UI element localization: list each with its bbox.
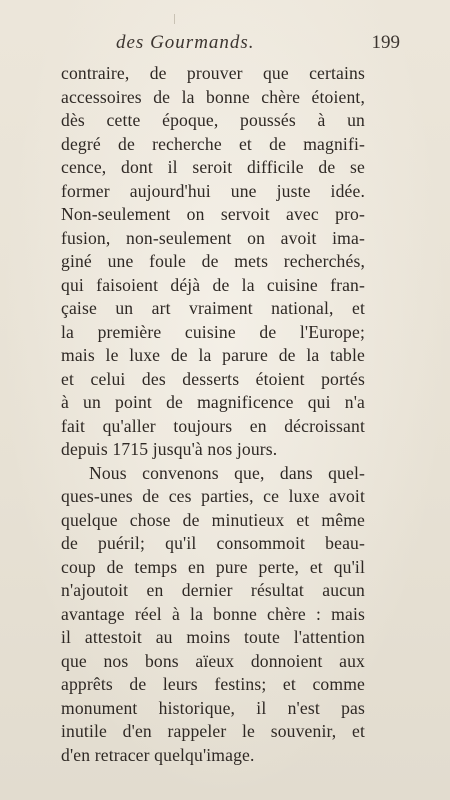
text-line: Non-seulement on servoit avec pro-: [61, 204, 365, 224]
text-line: mais le luxe de la parure de la table: [61, 345, 365, 365]
text-line: avantage réel à la bonne chère : mais: [61, 603, 365, 624]
text-line: à un point de magnificence qui n'a: [61, 392, 365, 412]
text-line: fait qu'aller toujours en décroissant: [61, 415, 365, 436]
text-line: il attestoit au moins toute l'attention: [61, 627, 365, 647]
page-number: 199: [371, 32, 400, 53]
text-line: degré de recherche et de magnifi-: [61, 133, 365, 154]
text-line: la première cuisine de l'Europe;: [61, 321, 365, 342]
text-line: ques-unes de ces parties, ce luxe avoit: [61, 486, 365, 506]
text-line: former aujourd'hui une juste idée.: [61, 180, 365, 201]
text-line: cence, dont il seroit difficile de se: [61, 157, 365, 177]
body-text: [61, 62, 365, 767]
paragraph-end-line: d'en retracer quelqu'image.: [61, 744, 255, 765]
text-line: quelque chose de minutieux et même: [61, 509, 365, 530]
text-line: qui faisoient déjà de la cuisine fran-: [61, 274, 365, 295]
text-line: et celui des desserts étoient portés: [61, 368, 365, 389]
text-line: coup de temps en pure perte, et qu'il: [61, 556, 365, 577]
text-line: que nos bons aïeux donnoient aux: [61, 650, 365, 671]
text-line: accessoires de la bonne chère étoient,: [61, 86, 365, 107]
paragraph-end-line: depuis 1715 jusqu'à nos jours.: [61, 439, 278, 459]
text-line: monument historique, il n'est pas: [61, 697, 365, 718]
text-line: inutile d'en rappeler le souvenir, et: [61, 721, 365, 741]
running-title: des Gourmands.: [116, 32, 255, 53]
paragraph-start-line: Nous convenons que, dans quel-: [89, 462, 365, 483]
text-line: fusion, non-seulement on avoit ima-: [61, 227, 365, 248]
text-line: çaise un art vraiment national, et: [61, 298, 365, 318]
page-edge-mark: [174, 14, 179, 24]
text-line: n'ajoutoit en dernier résultat aucun: [61, 580, 365, 600]
text-line: giné une foule de mets recherchés,: [61, 251, 365, 271]
running-head: [58, 30, 408, 56]
text-line: dès cette époque, poussés à un: [61, 110, 365, 130]
text-line: de puéril; qu'il consommoit beau-: [61, 533, 365, 553]
text-line: apprêts de leurs festins; et comme: [61, 674, 365, 694]
text-line: contraire, de prouver que certains: [61, 63, 365, 83]
